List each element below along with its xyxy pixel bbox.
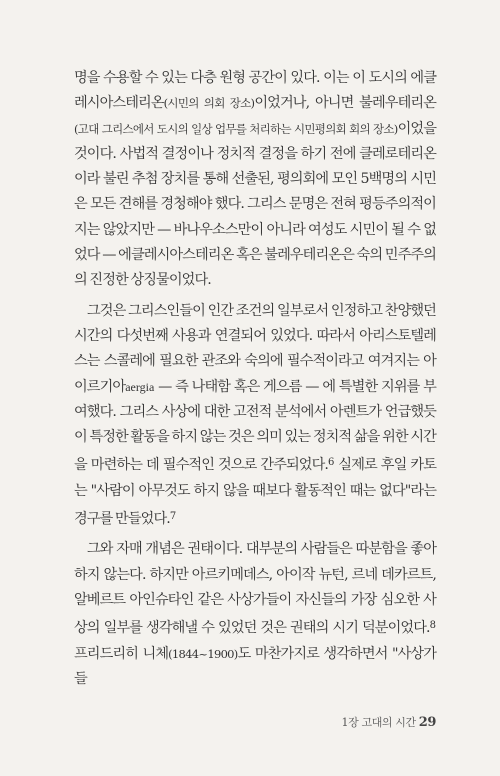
chapter-title: 1장 고대의 시간 xyxy=(341,716,416,729)
page-number: 29 xyxy=(418,715,436,730)
paragraph-1: 명을 수용할 수 있는 다층 원형 공간이 있다. 이는 이 도시의 에클레시아스테리온(시민의 의회 장소)이었거나, 아니면 불레우테리온(고대 그리스에서 도시의 일상 업무를 처리하는 시민평의회 회의 장소)이었을 것이다. 사법적 결정이나 정치적 결정을 하기 전에 클레로테리온이라 불린 추첨 장치를 통해 선출된, 평의회에 모인 5백명의 시민은 모든 견해를 경청해야 했다. 그리스 문명은 전혀 평등주의적이지는 않았지만 — 바나우소스만이 아니라 여성도 시민이 될 수 없었다 — 에클레시아스테리온 혹은 불레우테리온은 숙의 민주주의의 진정한 상징물이었다. xyxy=(74,70,436,289)
latin-term: aergia xyxy=(125,379,155,394)
footnote-marker: 8 xyxy=(429,620,436,632)
body-text xyxy=(74,66,436,692)
annotation: (시민의 의회 장소) xyxy=(163,96,255,111)
annotation: (1844~1900) xyxy=(168,646,238,661)
running-footer xyxy=(342,714,436,730)
paragraph-2: 그것은 그리스인들이 인간 조건의 일부로서 인정하고 찬양했던 시간의 다섯번째 사용과 연결되어 있었다. 따라서 아리스토텔레스는 스콜레에 필요한 관조와 숙의에 필수적이라고 여겨지는 아이르기아aergia — 즉 나태함 혹은 게으름 — 에 특별한 지위를 부여했다. 그리스 사상에 대한 고전적 분석에서 아렌트가 언급했듯이 특정한 활동을 하지 않는 것은 의미 있는 정치적 삶을 위한 시간을 마련하는 데 필수적인 것으로 간주되었다.$^6$ 실제로 후일 카토는 "사람이 아무것도 하지 않을 때보다 활동적인 때는 없다"라는 경구를 만들었다.$^7$ xyxy=(74,302,436,528)
paragraph-3: 그와 자매 개념은 권태이다. 대부분의 사람들은 따분함을 좋아하지 않는다. 하지만 아르키메데스, 아이작 뉴턴, 르네 데카르트, 알베르트 아인슈타인 같은 사상가들이 자신들의 가장 심오한 사상의 일부를 생각해낼 수 있었던 것은 권태의 시기 덕분이었다.$^8$ 프리드리히 니체(1844~1900)도 마찬가지로 생각하면서 "사상가들 xyxy=(74,541,436,687)
annotation: (고대 그리스에서 도시의 일상 업무를 처리하는 시민평의회 회의 장소) xyxy=(74,121,398,136)
footnote-marker: 6 xyxy=(328,457,335,469)
footnote-marker: 7 xyxy=(169,511,177,523)
